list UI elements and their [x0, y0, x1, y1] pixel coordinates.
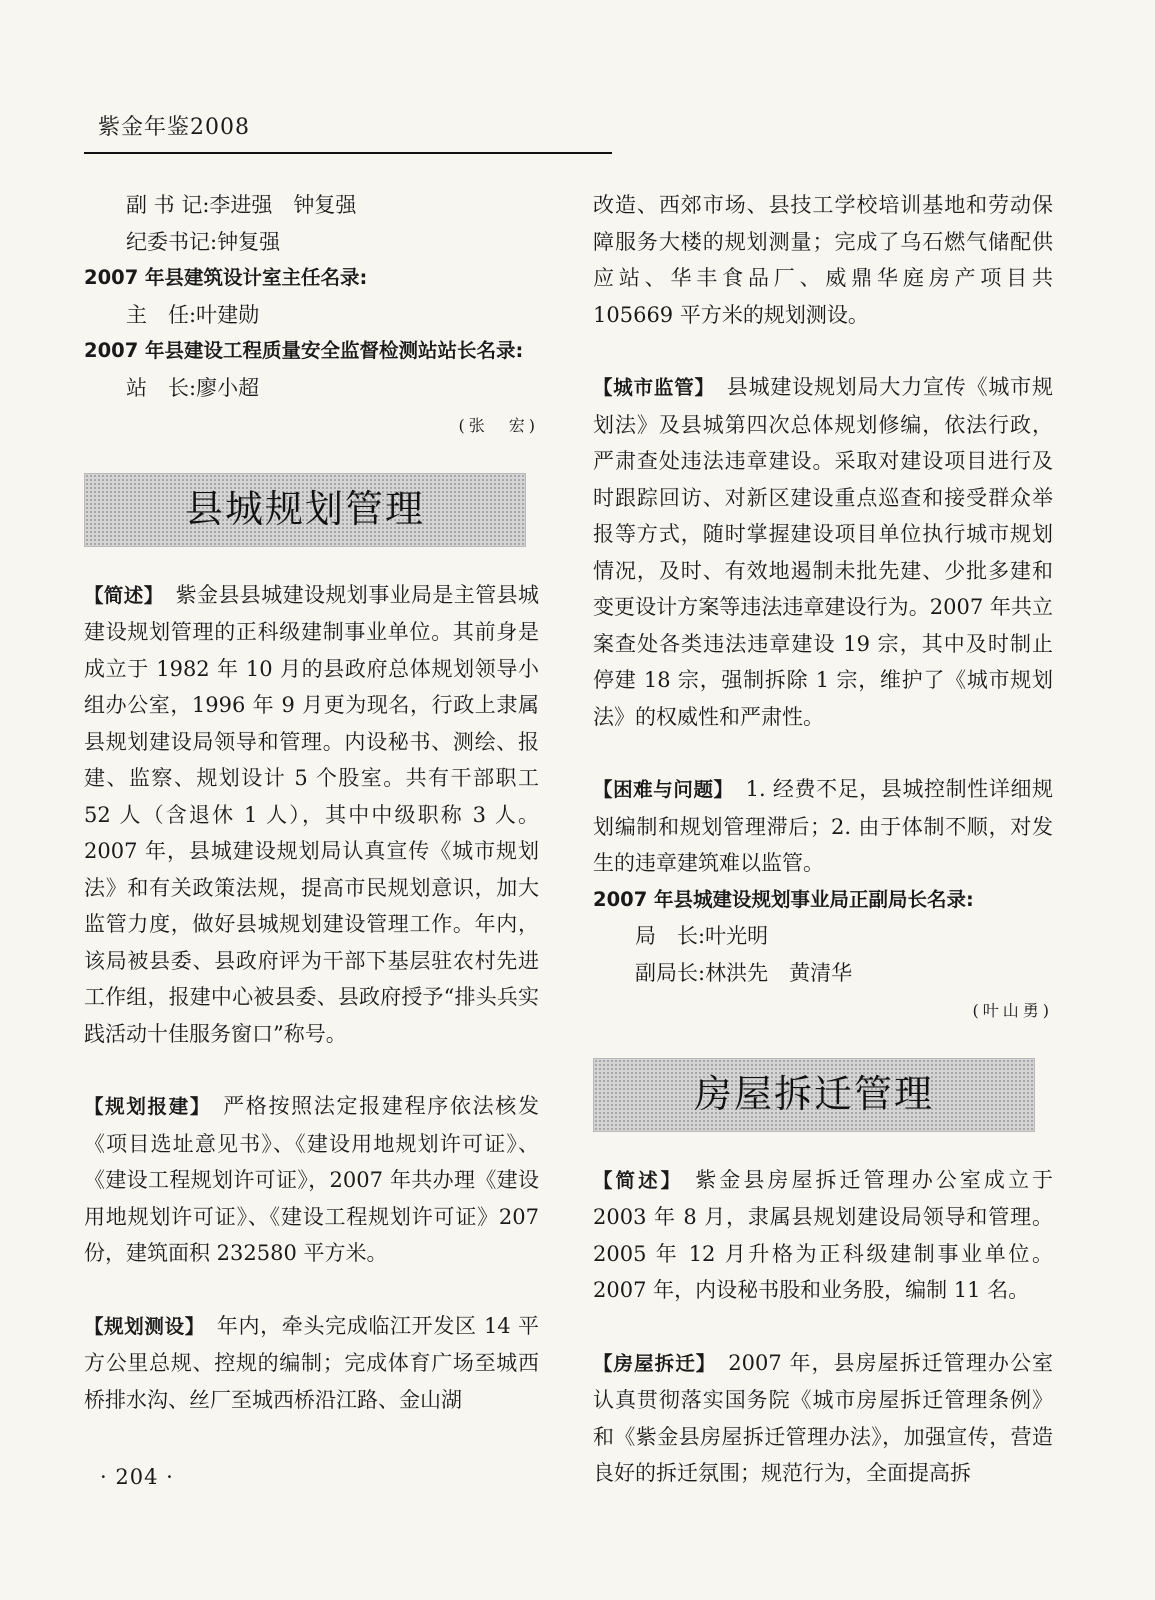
left-column	[84, 187, 539, 1418]
quality-station-heading: 2007 年县建设工程质量安全监督检测站站长名录:	[84, 339, 524, 362]
city-supervision-text: 县城建设规划局大力宣传《城市规划法》及县城第四次总体规划修编，依法行政，严肃查处违法违章建设。采取对建设项目进行及时跟踪回访、对新区建设重点巡查和接受群众举报等方式，随时掌握建设项目单位执行城市规划情况，及时、有效地遏制未批先建、少批多建和变更设计方案等违法违章建设行为。2007 年共立案查处各类违法违章建设 19 宗，其中及时制止停建 18 宗，强制拆除 1 宗，维护了《城市规划法》的权威性和严肃性。	[593, 375, 1053, 729]
house-demolition-keyword: 【房屋拆迁】	[593, 1351, 717, 1375]
planning-approval-keyword: 【规划报建】	[84, 1095, 212, 1118]
page-number: · 204 ·	[100, 1465, 174, 1489]
difficulties-paragraph	[593, 771, 1053, 882]
author-signature-2: (叶山勇)	[972, 1001, 1053, 1020]
planning-survey-keyword: 【规划测设】	[84, 1314, 205, 1338]
section-banner-urban-planning: 县城规划管理	[84, 473, 526, 547]
overview-paragraph	[84, 577, 539, 1053]
section-banner-demolition: 房屋拆迁管理	[593, 1058, 1035, 1132]
header-rule	[84, 152, 612, 154]
author-signature: (张 宏)	[458, 416, 539, 435]
overview-keyword: 【简述】	[84, 583, 164, 607]
design-office-heading: 2007 年县建筑设计室主任名录:	[84, 266, 368, 289]
quality-station-chief-line: 站 长:廖小超	[126, 375, 260, 400]
bureau-deputy-directors-line: 副局长:林洪先 黄清华	[635, 960, 853, 985]
difficulties-text: 1. 经费不足，县城控制性详细规划编制和规划管理滞后；2. 由于体制不顺，对发生的违章建筑难以监管。	[593, 777, 1053, 875]
design-office-director-line: 主 任:叶建勋	[126, 302, 260, 327]
right-column	[593, 187, 1053, 1492]
house-demolition-paragraph	[593, 1345, 1053, 1492]
bureau-director-line: 局 长:叶光明	[635, 924, 769, 948]
city-supervision-keyword: 【城市监管】	[593, 376, 715, 399]
planning-survey-paragraph	[84, 1308, 539, 1419]
planning-survey-continued: 改造、西郊市场、县技工学校培训基地和劳动保障服务大楼的规划测量；完成了乌石燃气储配供应站、华丰食品厂、威鼎华庭房产项目共 105669 平方米的规划测设。	[593, 193, 1053, 327]
house-demolition-text: 2007 年，县房屋拆迁管理办公室认真贯彻落实国务院《城市房屋拆迁管理条例》和《紫金县房屋拆迁管理办法》，加强宣传，营造良好的拆迁氛围；规范行为，全面提高拆	[593, 1350, 1053, 1485]
deputy-secretary-line: 副 书 记:李进强 钟复强	[126, 193, 357, 217]
city-supervision-paragraph	[593, 369, 1053, 735]
demolition-overview-text: 紫金县房屋拆迁管理办公室成立于 2003 年 8 月，隶属县规划建设局领导和管理。2005 年 12 月升格为正科级建制事业单位。2007 年，内设秘书股和业务股，编制 11 名。	[593, 1167, 1053, 1302]
demolition-overview-keyword: 【简述】	[593, 1168, 684, 1192]
planning-survey-text: 年内，牵头完成临江开发区 14 平方公里总规、控规的编制；完成体育广场至城西桥排水沟、丝厂至城西桥沿江路、金山湖	[84, 1313, 539, 1412]
planning-approval-text: 严格按照法定报建程序依法核发《项目选址意见书》、《建设用地规划许可证》、《建设工程规划许可证》，2007 年共办理《建设用地规划许可证》、《建设工程规划许可证》207 份，建筑面积 232580 平方米。	[84, 1094, 539, 1265]
planning-approval-paragraph	[84, 1088, 539, 1272]
overview-text: 紫金县县城建设规划事业局是主管县城建设规划管理的正科级建制事业单位。其前身是成立于 1982 年 10 月的县政府总体规划领导小组办公室，1996 年 9 月更为现名，行政上隶属县规划建设局领导和管理。内设秘书、测绘、报建、监察、规划设计 5 个股室。共有干部职工 52 人（含退休 1 人），其中中级职称 3 人。2007 年，县城建设规划局认真宣传《城市规划法》和有关政策法规，提高市民规划意识，加大监管力度，做好县城规划建设管理工作。年内，该局被县委、县政府评为干部下基层驻农村先进工作组，报建中心被县委、县政府授予“排头兵实践活动十佳服务窗口”称号。	[84, 582, 539, 1046]
discipline-secretary-line: 纪委书记:钟复强	[126, 229, 281, 254]
running-header: 紫金年鉴2008	[98, 115, 250, 140]
difficulties-keyword: 【困难与问题】	[593, 778, 734, 801]
demolition-overview-paragraph	[593, 1162, 1053, 1309]
bureau-leaders-heading: 2007 年县城建设规划事业局正副局长名录:	[593, 887, 974, 911]
